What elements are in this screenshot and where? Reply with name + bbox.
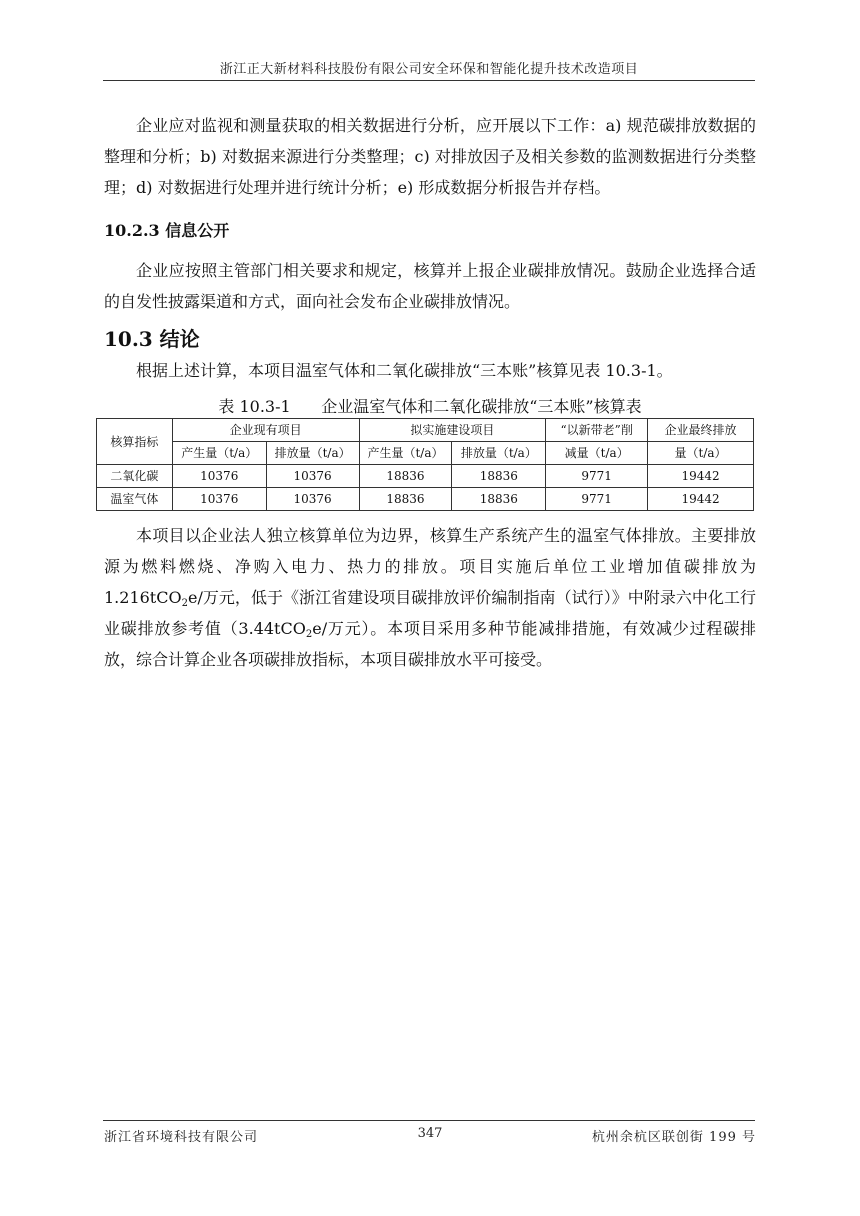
footer-divider: [103, 1120, 755, 1121]
paragraph-conclusion: [104, 520, 756, 675]
table-caption-number: 表 10.3-1: [218, 397, 291, 416]
header-existing-production: 产生量（t/a）: [172, 442, 266, 465]
paragraph-information-disclosure: 企业应按照主管部门相关要求和规定，核算并上报企业碳排放情况。鼓励企业选择合适的自发性披露渠道和方式，面向社会发布企业碳排放情况。: [104, 261, 756, 311]
cell-existing-production: 10376: [172, 488, 266, 511]
conclusion-subscript-2: 2: [305, 629, 313, 640]
cell-existing-emission: 10376: [266, 465, 359, 488]
footer-address: 杭州余杭区联创街 199 号: [591, 1130, 756, 1145]
table-header-row-1: [97, 419, 754, 442]
row-indicator-name: 温室气体: [97, 488, 173, 511]
table-row: [97, 488, 754, 511]
header-existing-project: 企业现有项目: [172, 419, 359, 442]
conclusion-text-part2: e/万元，低于《浙江省建设项目碳排放评价编制指南（试行）》中附录六中化工行业碳排放参考值（3.44tCO: [104, 588, 756, 638]
cell-reduction: 9771: [546, 488, 648, 511]
footer-page-number: 347: [417, 1126, 443, 1141]
cell-existing-production: 10376: [172, 465, 266, 488]
section-heading-10-3: 10.3 结论: [104, 327, 200, 351]
cell-existing-emission: 10376: [266, 488, 359, 511]
paragraph-data-analysis: 企业应对监视和测量获取的相关数据进行分析，应开展以下工作：a) 规范碳排放数据的整理和分析；b) 对数据来源进行分类整理；c) 对排放因子及相关参数的监测数据进行分类整理；d) 对数据进行处理并进行统计分析；e) 形成数据分析报告并存档。: [104, 116, 756, 197]
cell-final-emission: 19442: [648, 488, 754, 511]
header-final-line2: 量（t/a）: [648, 442, 754, 465]
header-existing-emission: 排放量（t/a）: [266, 442, 359, 465]
cell-planned-production: 18836: [359, 465, 452, 488]
table-row: [97, 465, 754, 488]
conclusion-subscript-1: 2: [181, 598, 188, 609]
cell-planned-production: 18836: [359, 488, 452, 511]
header-planned-emission: 排放量（t/a）: [452, 442, 546, 465]
conclusion-text-part1: 本项目以企业法人独立核算单位为边界，核算生产系统产生的温室气体排放。主要排放源为燃料燃烧、净购入电力、热力的排放。项目实施后单位工业增加值碳排放为 1.216tCO: [104, 526, 756, 607]
paragraph-table-reference: 根据上述计算，本项目温室气体和二氧化碳排放“三本账”核算见表 10.3-1。: [136, 361, 673, 380]
header-reduction-line1: “以新带老”削: [546, 419, 648, 442]
table-header-row-2: [97, 442, 754, 465]
cell-final-emission: 19442: [648, 465, 754, 488]
row-indicator-name: 二氧化碳: [97, 465, 173, 488]
header-reduction-line2: 减量（t/a）: [546, 442, 648, 465]
footer-company: 浙江省环境科技有限公司: [104, 1130, 259, 1145]
table-caption: [104, 394, 756, 417]
header-planned-project: 拟实施建设项目: [359, 419, 546, 442]
carbon-accounting-table: [96, 418, 754, 511]
conclusion-text-part3: e/万元）。本项目采用多种节能减排措施，有效减少过程碳排放，综合计算企业各项碳排放指标，本项目碳排放水平可接受。: [104, 619, 756, 669]
header-final-line1: 企业最终排放: [648, 419, 754, 442]
running-header: 浙江正大新材料科技股份有限公司安全环保和智能化提升技术改造项目: [219, 62, 639, 77]
cell-reduction: 9771: [546, 465, 648, 488]
header-divider: [103, 80, 755, 81]
section-heading-10-2-3: 10.2.3 信息公开: [104, 221, 230, 240]
cell-planned-emission: 18836: [452, 465, 546, 488]
header-indicator: 核算指标: [97, 419, 173, 465]
header-planned-production: 产生量（t/a）: [359, 442, 452, 465]
cell-planned-emission: 18836: [452, 488, 546, 511]
table-caption-title: 企业温室气体和二氧化碳排放“三本账”核算表: [321, 397, 642, 416]
